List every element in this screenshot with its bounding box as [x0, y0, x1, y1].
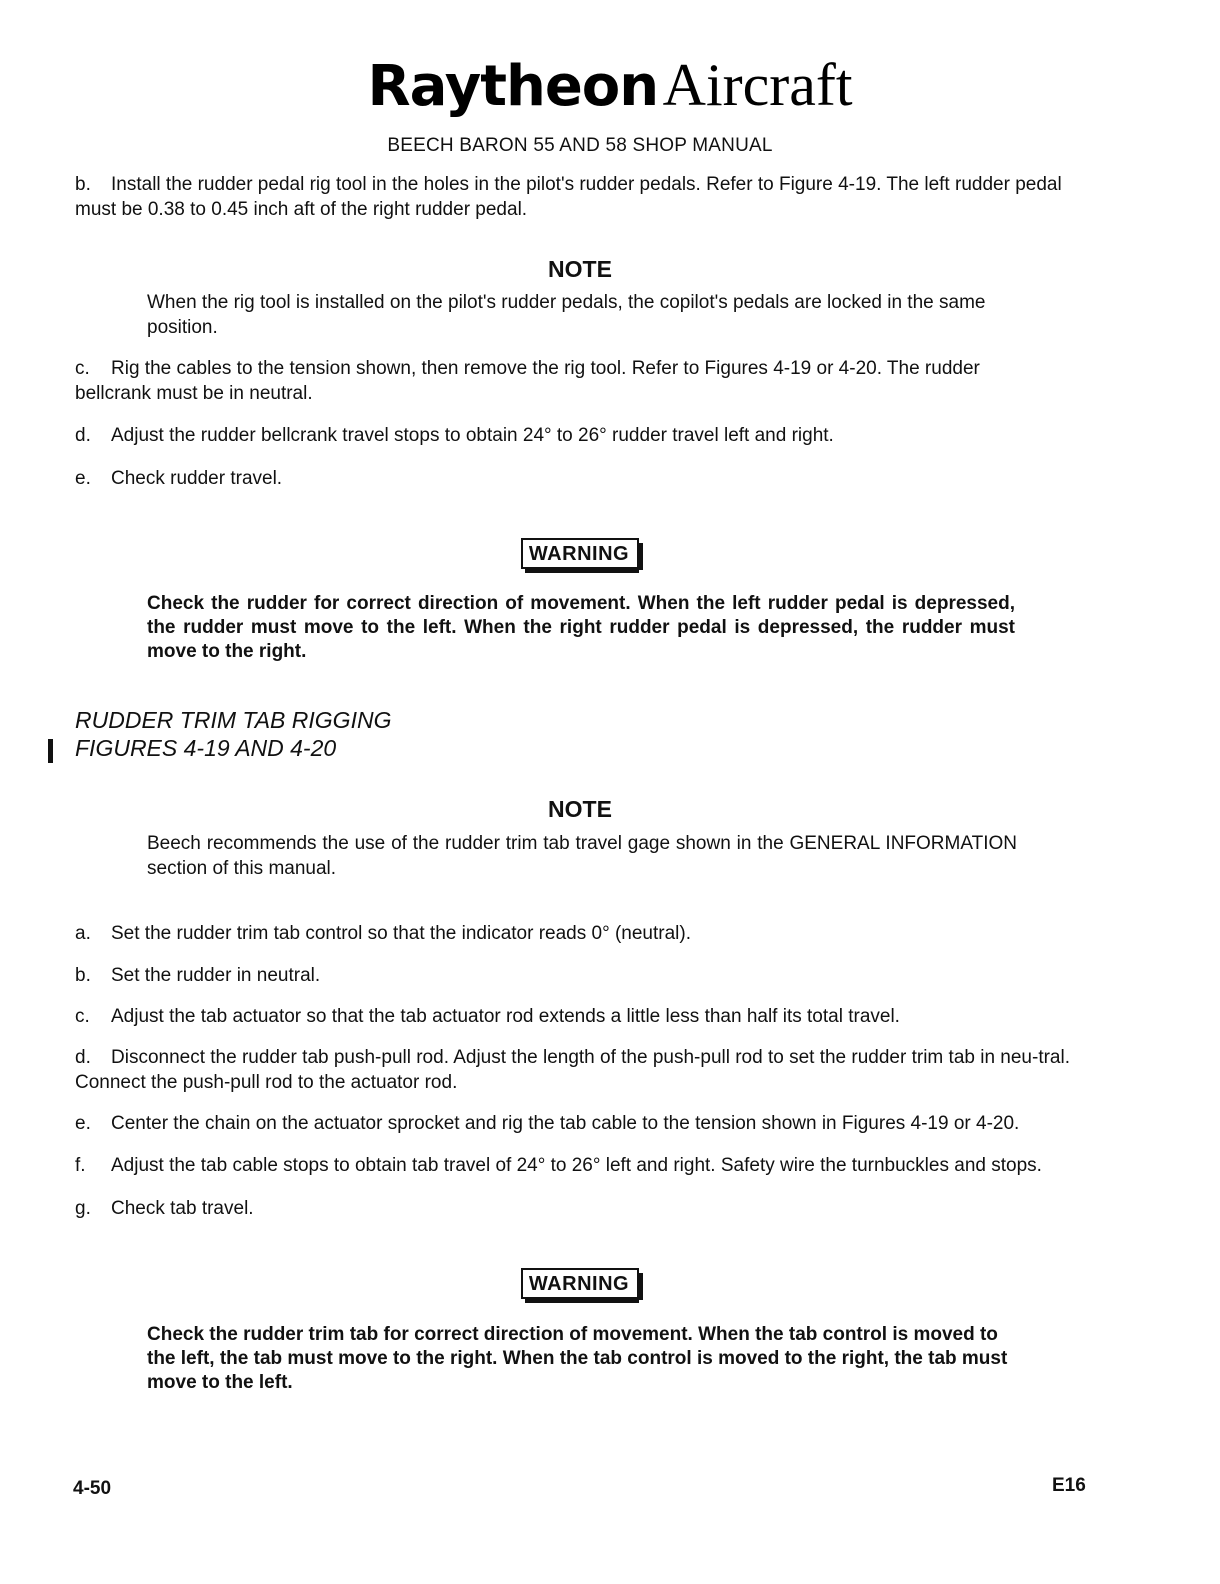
step-marker: g. — [75, 1198, 91, 1219]
step-text: Center the chain on the actuator sprocket and rig the tab cable to the tension shown in Figures 4-19 or 4-20. — [111, 1113, 1020, 1134]
step-marker: a. — [75, 923, 91, 944]
step-tab-c — [75, 1004, 1085, 1029]
warning-label-container — [0, 1268, 1160, 1299]
step-marker: c. — [75, 1006, 90, 1027]
step-tab-g — [75, 1196, 1087, 1221]
step-marker: b. — [75, 174, 91, 195]
warning-text: Check the rudder for correct direction of movement. When the left rudder pedal is depressed, the rudder must move to the left. When the right rudder pedal is depressed, the rudder must move to the right. — [147, 593, 1015, 662]
step-rudder-e — [75, 466, 1075, 491]
section-title-line1: RUDDER TRIM TAB RIGGING — [75, 707, 392, 733]
step-text: Set the rudder in neutral. — [111, 965, 321, 986]
step-rudder-d — [75, 423, 1075, 448]
page-header-logo — [0, 52, 1220, 119]
warning-label: WARNING — [521, 1268, 639, 1299]
note-heading: NOTE — [548, 796, 612, 822]
warning-label-container — [0, 538, 1160, 569]
note-text: Beech recommends the use of the rudder trim tab travel gage shown in the GENERAL INFORMATION section of this manual. — [147, 833, 1017, 879]
page-number: 4-50 — [73, 1478, 112, 1499]
step-text: Adjust the tab actuator so that the tab actuator rod extends a little less than half its total travel. — [111, 1006, 900, 1027]
step-marker: f. — [75, 1155, 86, 1176]
warning-label: WARNING — [521, 538, 639, 569]
step-text: Adjust the tab cable stops to obtain tab travel of 24° to 26° left and right. Safety wire the turnbuckles and stops. — [111, 1155, 1042, 1176]
section-title-line2: FIGURES 4-19 AND 4-20 — [75, 735, 337, 761]
step-marker: c. — [75, 358, 90, 379]
step-tab-e — [75, 1111, 1087, 1136]
warning-text: Check the rudder trim tab for correct direction of movement. When the tab control is moved to the left, the tab must move to the right. When the tab control is moved to the right, the tab must move to the left. — [147, 1324, 1008, 1393]
step-rudder-b — [75, 172, 1070, 222]
step-tab-d — [75, 1045, 1087, 1095]
section-title — [75, 706, 391, 762]
step-text: Check tab travel. — [111, 1198, 254, 1219]
brand-logo-aircraft: Aircraft — [662, 52, 853, 118]
step-tab-f — [75, 1153, 1087, 1178]
step-tab-a — [75, 921, 1085, 946]
brand-logo-raytheon: Raytheon — [367, 54, 659, 119]
step-marker: d. — [75, 1047, 91, 1068]
step-marker: b. — [75, 965, 91, 986]
step-marker: e. — [75, 468, 91, 489]
revision-change-bar — [48, 739, 53, 763]
manual-title: BEECH BARON 55 AND 58 SHOP MANUAL — [387, 135, 773, 156]
step-text: Rig the cables to the tension shown, then remove the rig tool. Refer to Figures 4-19 or 4-20. The rudder bellcrank must be in neutral. — [75, 358, 980, 404]
note-text: When the rig tool is installed on the pilot's rudder pedals, the copilot's pedals are locked in the same position. — [147, 292, 986, 338]
step-marker: e. — [75, 1113, 91, 1134]
step-text: Set the rudder trim tab control so that the indicator reads 0° (neutral). — [111, 923, 692, 944]
step-marker: d. — [75, 425, 91, 446]
step-rudder-c — [75, 356, 1050, 406]
step-text: Check rudder travel. — [111, 468, 283, 489]
step-text: Install the rudder pedal rig tool in the holes in the pilot's rudder pedals. Refer to Figure 4-19. The left rudder pedal must be 0.38 to 0.45 inch aft of the right rudder pedal. — [75, 174, 1062, 220]
step-text: Adjust the rudder bellcrank travel stops to obtain 24° to 26° rudder travel left and right. — [111, 425, 834, 446]
note-heading: NOTE — [548, 256, 612, 282]
page-code: E16 — [1052, 1475, 1086, 1496]
step-text: Disconnect the rudder tab push-pull rod. Adjust the length of the push-pull rod to set the rudder trim tab in neu-tral. Connect the push-pull rod to the actuator rod. — [75, 1047, 1070, 1093]
step-tab-b — [75, 963, 1085, 988]
